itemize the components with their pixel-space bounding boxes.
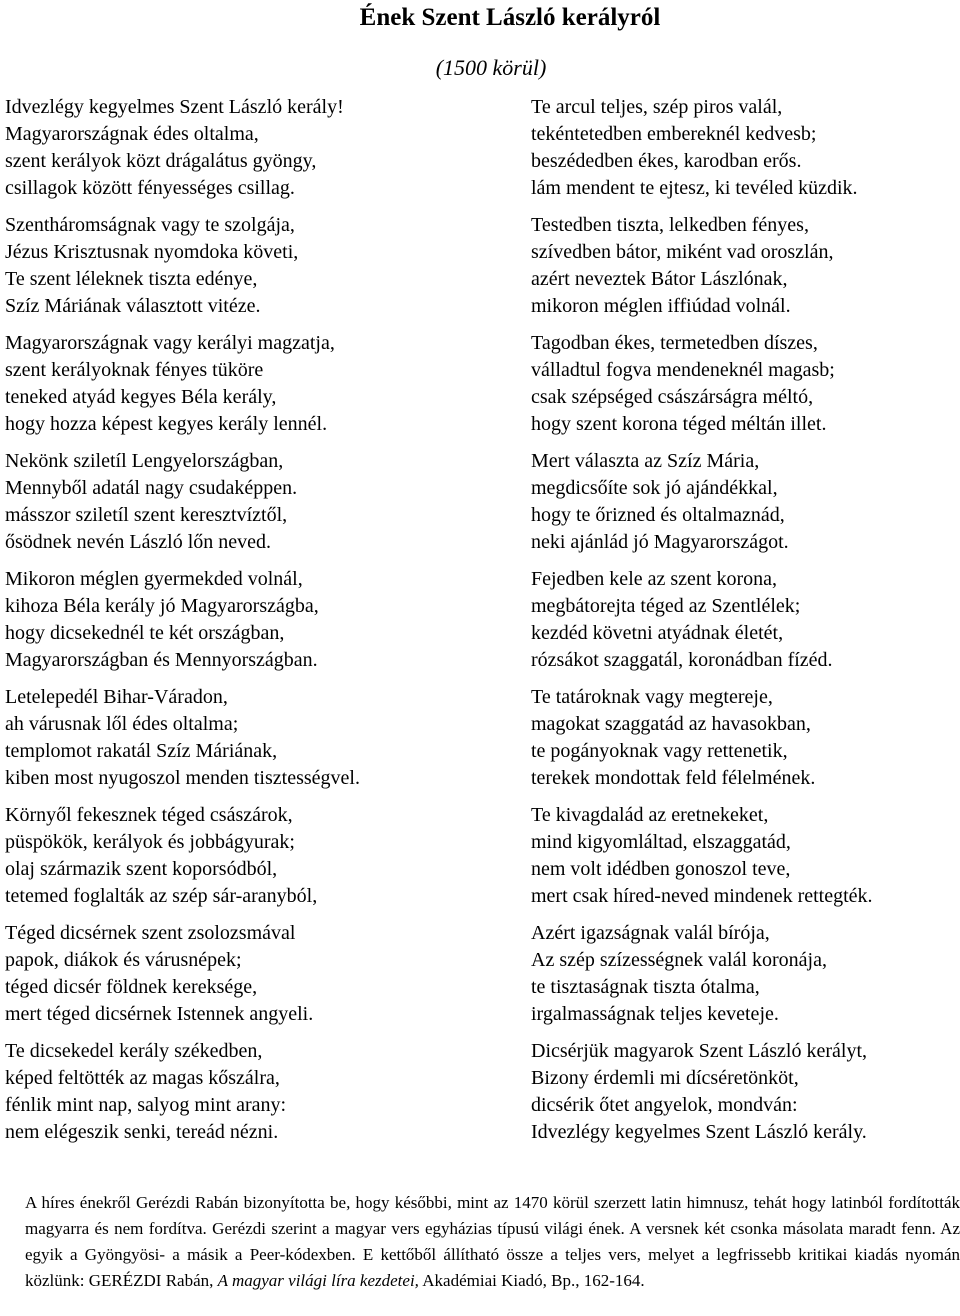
verse-line: dicsérik őtet angyelok, mondván:: [531, 1094, 798, 1116]
verse-line: téged dicsér földnek kereksége,: [5, 976, 258, 998]
verse-line: papok, diákok és várusnépek;: [5, 949, 242, 971]
verse-line: Az szép szízességnek valál koronája,: [531, 949, 827, 971]
verse-line: csak szépséged császárságra méltó,: [531, 386, 814, 408]
verse-line: Te arcul teljes, szép piros valál,: [531, 96, 783, 118]
verse-line: szent kerályok közt drágalátus gyöngy,: [5, 150, 317, 172]
verse-line: te tisztaságnak tiszta ótalma,: [531, 976, 760, 998]
verse-line: templomot rakatál Szíz Máriának,: [5, 740, 278, 762]
verse-line: szent kerályoknak fényes tüköre: [5, 359, 264, 381]
right-stanza: [531, 802, 956, 910]
verse-line: Nekönk sziletíl Lengyelországban,: [5, 450, 284, 472]
right-stanza: [531, 330, 956, 438]
right-stanza: [531, 566, 956, 674]
verse-line: Környől fekesznek téged császárok,: [5, 804, 293, 826]
right-stanza: [531, 920, 956, 1028]
footnote-book-title: A magyar világi líra kezdetei,: [217, 1271, 419, 1290]
verse-line: Jézus Krisztusnak nyomdoka követi,: [5, 241, 299, 263]
verse-line: Dicsérjük magyarok Szent László kerályt,: [531, 1040, 867, 1062]
left-stanza: [5, 566, 475, 674]
verse-line: hogy te őrizned és oltalmaznád,: [531, 504, 785, 526]
page-subtitle: (1500 körül): [435, 55, 547, 80]
verse-line: mert téged dicsérnek Istennek angyeli.: [5, 1003, 314, 1025]
right-stanza: [531, 94, 956, 202]
left-stanza: [5, 330, 475, 438]
verse-line: magokat szaggatád az havasokban,: [531, 713, 811, 735]
verse-line: mikoron méglen iffiúdad volnál.: [531, 295, 791, 317]
verse-line: megbátorejta téged az Szentlélek;: [531, 595, 801, 617]
verse-line: mind kigyomláltad, elszaggatád,: [531, 831, 791, 853]
verse-line: hogy szent korona téged méltán illet.: [531, 413, 827, 435]
verse-line: Idvezlégy kegyelmes Szent László kerály.: [531, 1121, 867, 1143]
verse-line: Szentháromságnak vagy te szolgája,: [5, 214, 295, 236]
verse-line: Szíz Máriának választott vitéze.: [5, 295, 261, 317]
verse-line: olaj származik szent koporsódból,: [5, 858, 278, 880]
verse-line: kezdéd követni atyádnak életét,: [531, 622, 784, 644]
verse-line: nem elégeszik senki, tereád nézni.: [5, 1121, 279, 1143]
left-stanza: [5, 684, 475, 792]
verse-line: Bizony érdemli mi dícséretönköt,: [531, 1067, 799, 1089]
right-stanza: [531, 448, 956, 556]
footnote: [25, 1190, 960, 1294]
verse-line: azért neveztek Bátor Lászlónak,: [531, 268, 788, 290]
verse-line: válladtul fogva mendeneknél magasb;: [531, 359, 835, 381]
verse-line: Te dicsekedel kerály székedben,: [5, 1040, 263, 1062]
verse-line: Te kivagdalád az eretnekeket,: [531, 804, 769, 826]
footnote-tail: Akadémiai Kiadó, Bp., 162-164.: [418, 1271, 645, 1290]
verse-line: beszédedben ékes, karodban erős.: [531, 150, 802, 172]
verse-line: fénlik mint nap, salyog mint arany:: [5, 1094, 287, 1116]
verse-line: kiben most nyugoszol menden tisztességvel.: [5, 767, 360, 789]
verse-line: Téged dicsérnek szent zsolozsmával: [5, 922, 296, 944]
right-stanza: [531, 684, 956, 792]
page-title: Ének Szent László kerályról: [359, 4, 661, 31]
verse-line: te pogányoknak vagy rettenetik,: [531, 740, 788, 762]
left-stanza: [5, 920, 475, 1028]
left-stanza: [5, 212, 475, 320]
verse-line: szívedben bátor, miként vad oroszlán,: [531, 241, 834, 263]
verse-line: irgalmasságnak teljes keveteje.: [531, 1003, 779, 1025]
verse-line: képed feltötték az magas kőszálra,: [5, 1067, 280, 1089]
footnote-text: A híres énekről Gerézdi Rabán bizonyította be, hogy későbbi, mint az 1470 körül szerzett latin himnusz, tehát hogy latinból fordították magyarra és nem fordítva. Gerézdi szerint a magyar vers egyházias típusú világi ének. A versnek két csonka másolata maradt fenn. Az egyik a Gyöngyösi- a másik a Peer-kódexben. E kettőből állítható össze a teljes vers, melyet a legfrissebb kritikai kiadás nyomán közlünk: GERÉZDI Rabán,: [25, 1193, 960, 1290]
verse-line: Letelepedél Bihar-Váradon,: [5, 686, 228, 708]
verse-line: Te tatároknak vagy megtereje,: [531, 686, 773, 708]
verse-line: ah várusnak lől édes oltalma;: [5, 713, 239, 735]
verse-line: neki ajánlád jó Magyarországot.: [531, 531, 789, 553]
verse-line: Te szent léleknek tiszta edénye,: [5, 268, 258, 290]
verse-line: rózsákot szaggatál, koronádban fízéd.: [531, 649, 833, 671]
verse-line: Mikoron méglen gyermekded volnál,: [5, 568, 303, 590]
verse-line: Magyarországnak vagy kerályi magzatja,: [5, 332, 335, 354]
left-stanza: [5, 1038, 475, 1146]
verse-line: tetemed foglalták az szép sár-aranyból,: [5, 885, 318, 907]
verse-line: tekéntetedben embereknél kedvesb;: [531, 123, 817, 145]
verse-line: Mert választa az Szíz Mária,: [531, 450, 760, 472]
verse-line: nem volt idédben gonoszol teve,: [531, 858, 791, 880]
verse-line: Tagodban ékes, termetedben díszes,: [531, 332, 818, 354]
right-column: [531, 94, 956, 1156]
verse-line: hogy hozza képest kegyes kerály lennél.: [5, 413, 328, 435]
verse-line: terekek mondottak feld félelmének.: [531, 767, 816, 789]
right-stanza: [531, 212, 956, 320]
left-stanza: [5, 94, 475, 202]
verse-line: Magyarországnak édes oltalma,: [5, 123, 259, 145]
verse-line: kihoza Béla kerály jó Magyarországba,: [5, 595, 319, 617]
verse-line: Testedben tiszta, lelkedben fényes,: [531, 214, 809, 236]
left-column: [5, 94, 475, 1156]
verse-line: teneked atyád kegyes Béla kerály,: [5, 386, 277, 408]
verse-line: mert csak híred-neved mindenek rettegték.: [531, 885, 873, 907]
verse-line: Fejedben kele az szent korona,: [531, 568, 778, 590]
verse-line: Idvezlégy kegyelmes Szent László kerály!: [5, 96, 344, 118]
left-stanza: [5, 802, 475, 910]
verse-line: Magyarországban és Mennyországban.: [5, 649, 318, 671]
verse-line: püspökök, kerályok és jobbágyurak;: [5, 831, 295, 853]
verse-line: Azért igazságnak valál bírója,: [531, 922, 770, 944]
verse-line: másszor sziletíl szent keresztvíztől,: [5, 504, 288, 526]
right-stanza: [531, 1038, 956, 1146]
verse-line: lám mendent te ejtesz, ki tevéled küzdik.: [531, 177, 858, 199]
verse-line: csillagok között fényességes csillag.: [5, 177, 295, 199]
verse-line: Mennyből adatál nagy csudaképpen.: [5, 477, 298, 499]
verse-line: megdicsőíte sok jó ajándékkal,: [531, 477, 778, 499]
verse-line: hogy dicsekednél te két országban,: [5, 622, 285, 644]
left-stanza: [5, 448, 475, 556]
verse-line: ősödnek nevén László lőn neved.: [5, 531, 272, 553]
